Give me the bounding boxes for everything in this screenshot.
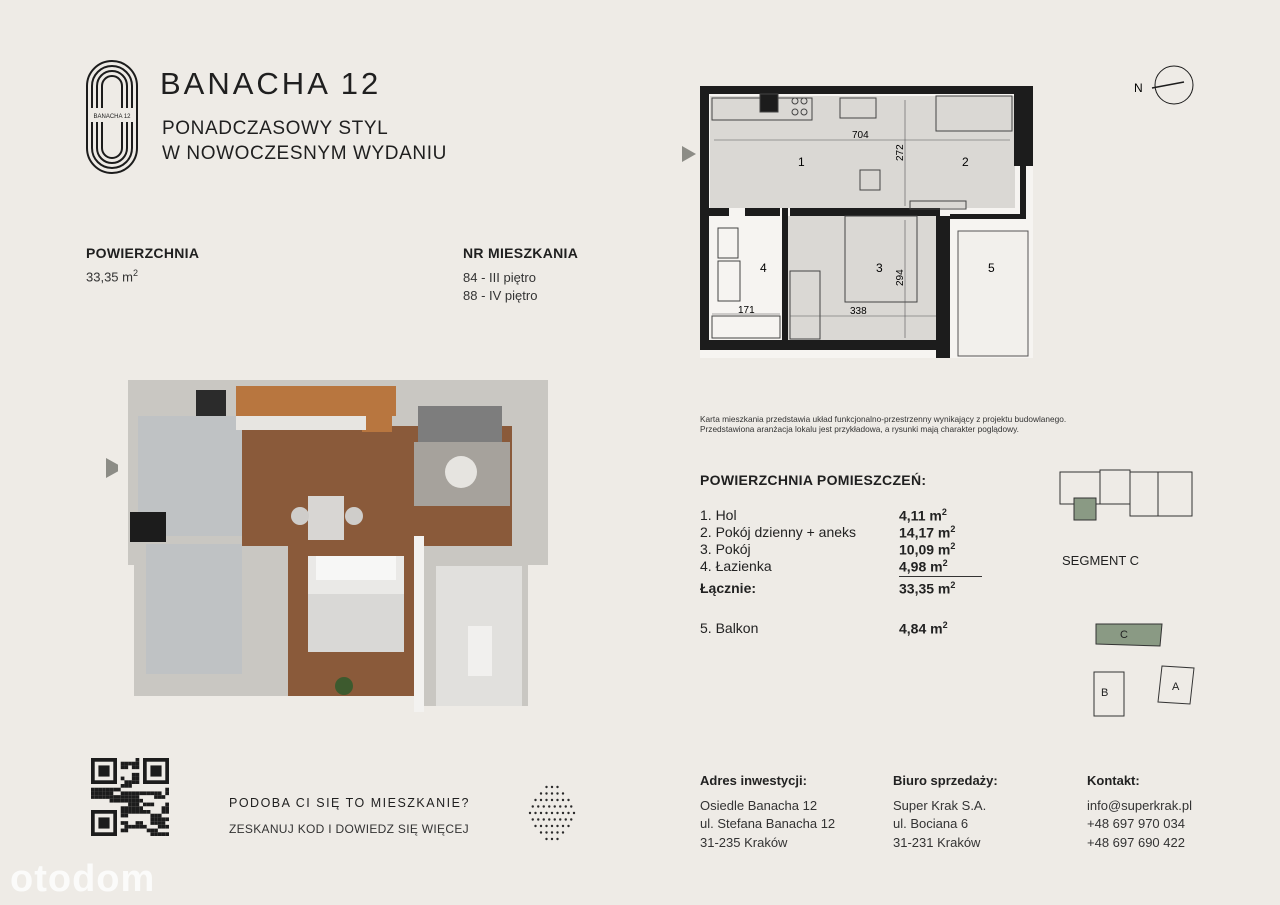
room-row-4: 4. Łazienka <box>700 558 772 574</box>
dimension-704: 704 <box>852 130 869 141</box>
sales-office-line2: ul. Bociana 6 <box>893 816 969 831</box>
room-value-4-sup: 2 <box>942 558 948 568</box>
qr-code[interactable] <box>91 758 169 836</box>
area-value-text: 33,35 m <box>86 269 133 285</box>
segment-key-plan <box>1058 468 1198 529</box>
floor-plan <box>700 86 1033 358</box>
contact-phone-2[interactable]: +48 697 690 422 <box>1087 834 1185 850</box>
brand-subtitle <box>162 116 447 166</box>
room-value-1-sup: 2 <box>941 507 947 517</box>
total-value-text: 33,35 m <box>899 580 951 597</box>
sales-office-heading: Biuro sprzedaży: <box>893 773 998 788</box>
dimension-272: 272 <box>895 144 906 161</box>
dimension-338: 338 <box>850 306 867 317</box>
cta-heading: PODOBA CI SIĘ TO MIESZKANIE? <box>229 796 470 810</box>
site-map <box>1086 620 1206 725</box>
sales-office-line3: 31-231 Kraków <box>893 834 981 850</box>
apartment-number-line1: 84 - III piętro <box>463 270 536 285</box>
contact-heading: Kontakt: <box>1087 773 1140 788</box>
brand-title: BANACHA 12 <box>160 66 382 101</box>
dimension-294: 294 <box>895 269 906 286</box>
compass-north-label: N <box>1134 81 1143 95</box>
room-row-2: 2. Pokój dzienny + aneks <box>700 524 857 540</box>
otodom-watermark: otodom <box>10 858 156 900</box>
site-map-label-c: C <box>1120 629 1128 641</box>
area-label: POWIERZCHNIA <box>86 245 200 261</box>
room-value-1 <box>899 507 947 524</box>
balcony-value <box>899 620 948 637</box>
room-value-1-text: 4,11 m <box>899 507 942 524</box>
area-unit-sup: 2 <box>132 268 138 278</box>
entrance-arrow-icon <box>682 146 696 167</box>
dimension-171: 171 <box>738 305 755 316</box>
room-number-2: 2 <box>962 155 969 169</box>
room-value-2-text: 14,17 m <box>899 524 951 541</box>
brand-subtitle-line1: PONADCZASOWY STYL <box>162 118 389 139</box>
room-number-1: 1 <box>798 155 805 169</box>
investment-address-line2: ul. Stefana Banacha 12 <box>700 816 836 831</box>
investment-address-line3: 31-235 Kraków <box>700 834 788 850</box>
room-value-3-sup: 2 <box>950 541 956 551</box>
investment-address-heading: Adres inwestycji: <box>700 773 807 788</box>
balcony-value-text: 4,84 m <box>899 620 943 637</box>
apartment-3d-render <box>118 376 548 726</box>
total-divider <box>899 576 982 577</box>
brand-subtitle-line2: W NOWOCZESNYM WYDANIU <box>162 143 447 164</box>
disclaimer-line2: Przedstawiona aranżacja lokalu jest przykładowa, a rysunki mają charakter poglądowy. <box>700 424 1019 434</box>
room-value-3-text: 10,09 m <box>899 541 951 558</box>
room-value-2 <box>899 524 955 541</box>
room-row-1: 1. Hol <box>700 507 737 523</box>
area-value <box>86 268 138 284</box>
dot-pattern-logo-icon <box>524 782 580 849</box>
room-value-4 <box>899 558 948 575</box>
disclaimer-line1: Karta mieszkania przedstawia układ funkcjonalno-przestrzenny wynikający z projektu budowlanego. <box>700 414 1067 424</box>
room-row-3: 3. Pokój <box>700 541 751 557</box>
site-map-label-b: B <box>1101 687 1109 699</box>
balcony-value-sup: 2 <box>942 620 948 630</box>
room-value-2-sup: 2 <box>950 524 956 534</box>
sales-office-line1: Super Krak S.A. <box>893 797 987 813</box>
apartment-number-list <box>463 269 537 305</box>
contact-phone-1[interactable]: +48 697 970 034 <box>1087 816 1185 831</box>
total-value-sup: 2 <box>950 580 956 590</box>
room-value-3 <box>899 541 955 558</box>
apartment-number-line2: 88 - IV piętro <box>463 288 538 303</box>
contact-info <box>1087 772 1192 852</box>
apartment-number-label: NR MIESZKANIA <box>463 245 579 261</box>
room-number-4: 4 <box>760 261 767 275</box>
room-number-5: 5 <box>988 261 995 275</box>
site-map-label-a: A <box>1172 681 1180 693</box>
balcony-label: 5. Balkon <box>700 620 759 636</box>
total-value <box>899 580 955 597</box>
sales-office <box>893 772 998 852</box>
room-value-4-text: 4,98 m <box>899 558 943 575</box>
cta-subheading: ZESKANUJ KOD I DOWIEDZ SIĘ WIĘCEJ <box>229 822 469 836</box>
compass <box>1134 64 1198 108</box>
logo-text: BANACHA 12 <box>93 114 131 120</box>
contact-email-link[interactable]: info@superkrak.pl <box>1087 797 1192 813</box>
investment-address-line1: Osiedle Banacha 12 <box>700 797 818 813</box>
total-label: Łącznie: <box>700 580 757 596</box>
room-areas-title: POWIERZCHNIA POMIESZCZEŃ: <box>700 472 927 488</box>
brand-logo <box>86 60 138 174</box>
segment-label: SEGMENT C <box>1062 553 1140 568</box>
disclaimer-note <box>700 414 1170 434</box>
room-number-3: 3 <box>876 261 883 275</box>
investment-address <box>700 772 835 852</box>
